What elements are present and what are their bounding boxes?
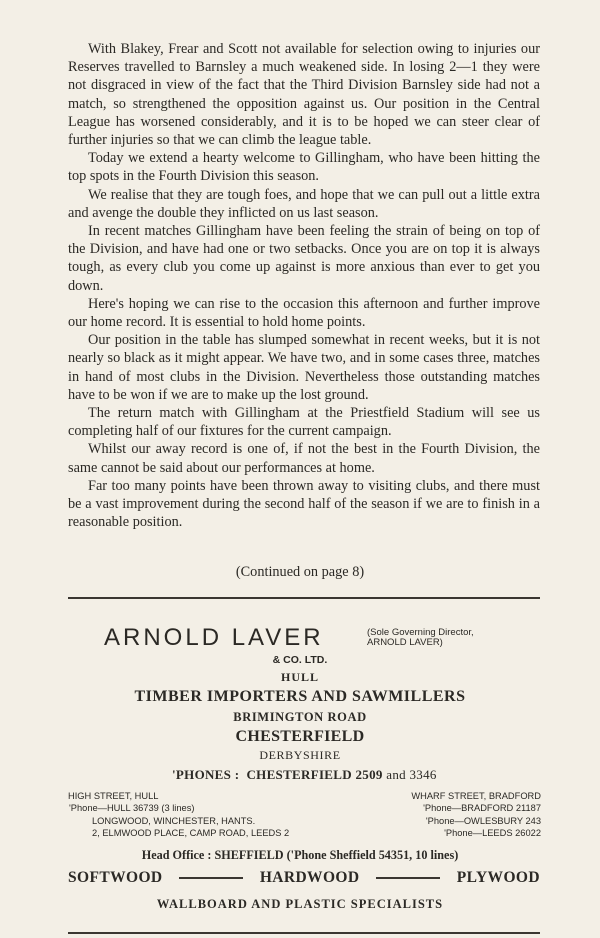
road-name: BRIMINGTON ROAD	[233, 710, 367, 724]
firm-town: HULL	[280, 670, 319, 684]
trade-description: TIMBER IMPORTERS AND SAWMILLERS	[134, 688, 466, 705]
director-note	[367, 628, 474, 648]
divider-top	[68, 597, 540, 599]
phones-label: 'PHONES :	[172, 767, 240, 782]
phones-and: and 3346	[386, 767, 437, 782]
head-office: Head Office : SHEFFIELD ('Phone Sheffield 54351, 10 lines)	[141, 848, 459, 862]
address-line: WHARF STREET, BRADFORD	[411, 791, 541, 801]
paragraph: We realise that they are tough foes, and hope that we can pull out a little extra and avenge the double they inflicted on us last season.	[68, 186, 540, 221]
address-line: 'Phone—LEEDS 26022	[444, 828, 541, 839]
paragraph: Here's hoping we can rise to the occasion this afternoon and further improve our home record. It is essential to hold home points.	[68, 295, 540, 331]
wood-type: HARDWOOD	[259, 869, 360, 886]
address-line: 2, ELMWOOD PLACE, CAMP ROAD, LEEDS 2	[92, 828, 290, 839]
director-note-line: ARNOLD LAVER)	[367, 637, 443, 648]
firm-name: ARNOLD LAVER	[104, 624, 324, 651]
city-name: CHESTERFIELD	[235, 728, 365, 745]
paragraph: With Blakey, Frear and Scott not available for selection owing to injuries our Reserves travelled to Barnsley a much weakened side. In losing 2—1 they were not disgraced in view of the fact that the Third Division Barnsley side had not a match, so strengthened the opposition against us. Our position in the Central League has worsened considerably, and it is to be hoped we can steer clear of further injuries so that we can climb the league table.	[68, 41, 540, 149]
address-line: 'Phone—BRADFORD 21187	[423, 803, 541, 814]
article-body	[68, 40, 540, 531]
paragraph: In recent matches Gillingham have been feeling the strain of being on top of the Division, and have had one or two setbacks. Once you are on top it is always tough, as every club you come up against is more anxious than ever to get you down.	[68, 223, 540, 294]
county-name: DERBYSHIRE	[259, 748, 341, 762]
continued-note: (Continued on page 8)	[235, 564, 365, 580]
address-line: HIGH STREET, HULL	[68, 791, 159, 801]
address-line: 'Phone—OWLESBURY 243	[425, 815, 541, 826]
paragraph: Today we extend a hearty welcome to Gillingham, who have been hitting the top spots in the Fourth Division this season.	[68, 150, 540, 185]
dash-separator	[376, 877, 440, 878]
wood-types	[68, 869, 540, 887]
wood-type: SOFTWOOD	[68, 869, 163, 886]
paragraph: Whilst our away record is one of, if not the best in the Fourth Division, the same cannot be said about our performances at home.	[68, 441, 540, 476]
director-note-line: (Sole Governing Director,	[367, 627, 474, 638]
wood-type: PLYWOOD	[456, 869, 540, 886]
phone-line	[172, 767, 437, 783]
phones-value: CHESTERFIELD 2509	[246, 767, 383, 782]
paragraph: Far too many points have been thrown away to visiting clubs, and there must be a vast improvement during the second half of the season if we are to finish in a reasonable position.	[68, 477, 540, 531]
addresses-left	[68, 790, 289, 840]
paragraph: Our position in the table has slumped somewhat in recent weeks, but it is not nearly so black as it might appear. We have two, and in some cases three, matches in hand of most clubs in the Division. Nevertheless those outstanding matches have to be won if we are to make up the lost ground.	[68, 332, 540, 403]
addresses-right	[363, 790, 541, 840]
address-line: 'Phone—HULL 36739 (3 lines)	[69, 803, 195, 814]
paragraph: The return match with Gillingham at the Priestfield Stadium will see us completing half of our fixtures for the current campaign.	[68, 405, 540, 440]
divider-bottom	[68, 932, 540, 934]
specialists-line: WALLBOARD AND PLASTIC SPECIALISTS	[156, 897, 444, 911]
address-line: LONGWOOD, WINCHESTER, HANTS.	[92, 815, 256, 826]
company-suffix: & CO. LTD.	[272, 654, 328, 666]
dash-separator	[179, 877, 243, 878]
